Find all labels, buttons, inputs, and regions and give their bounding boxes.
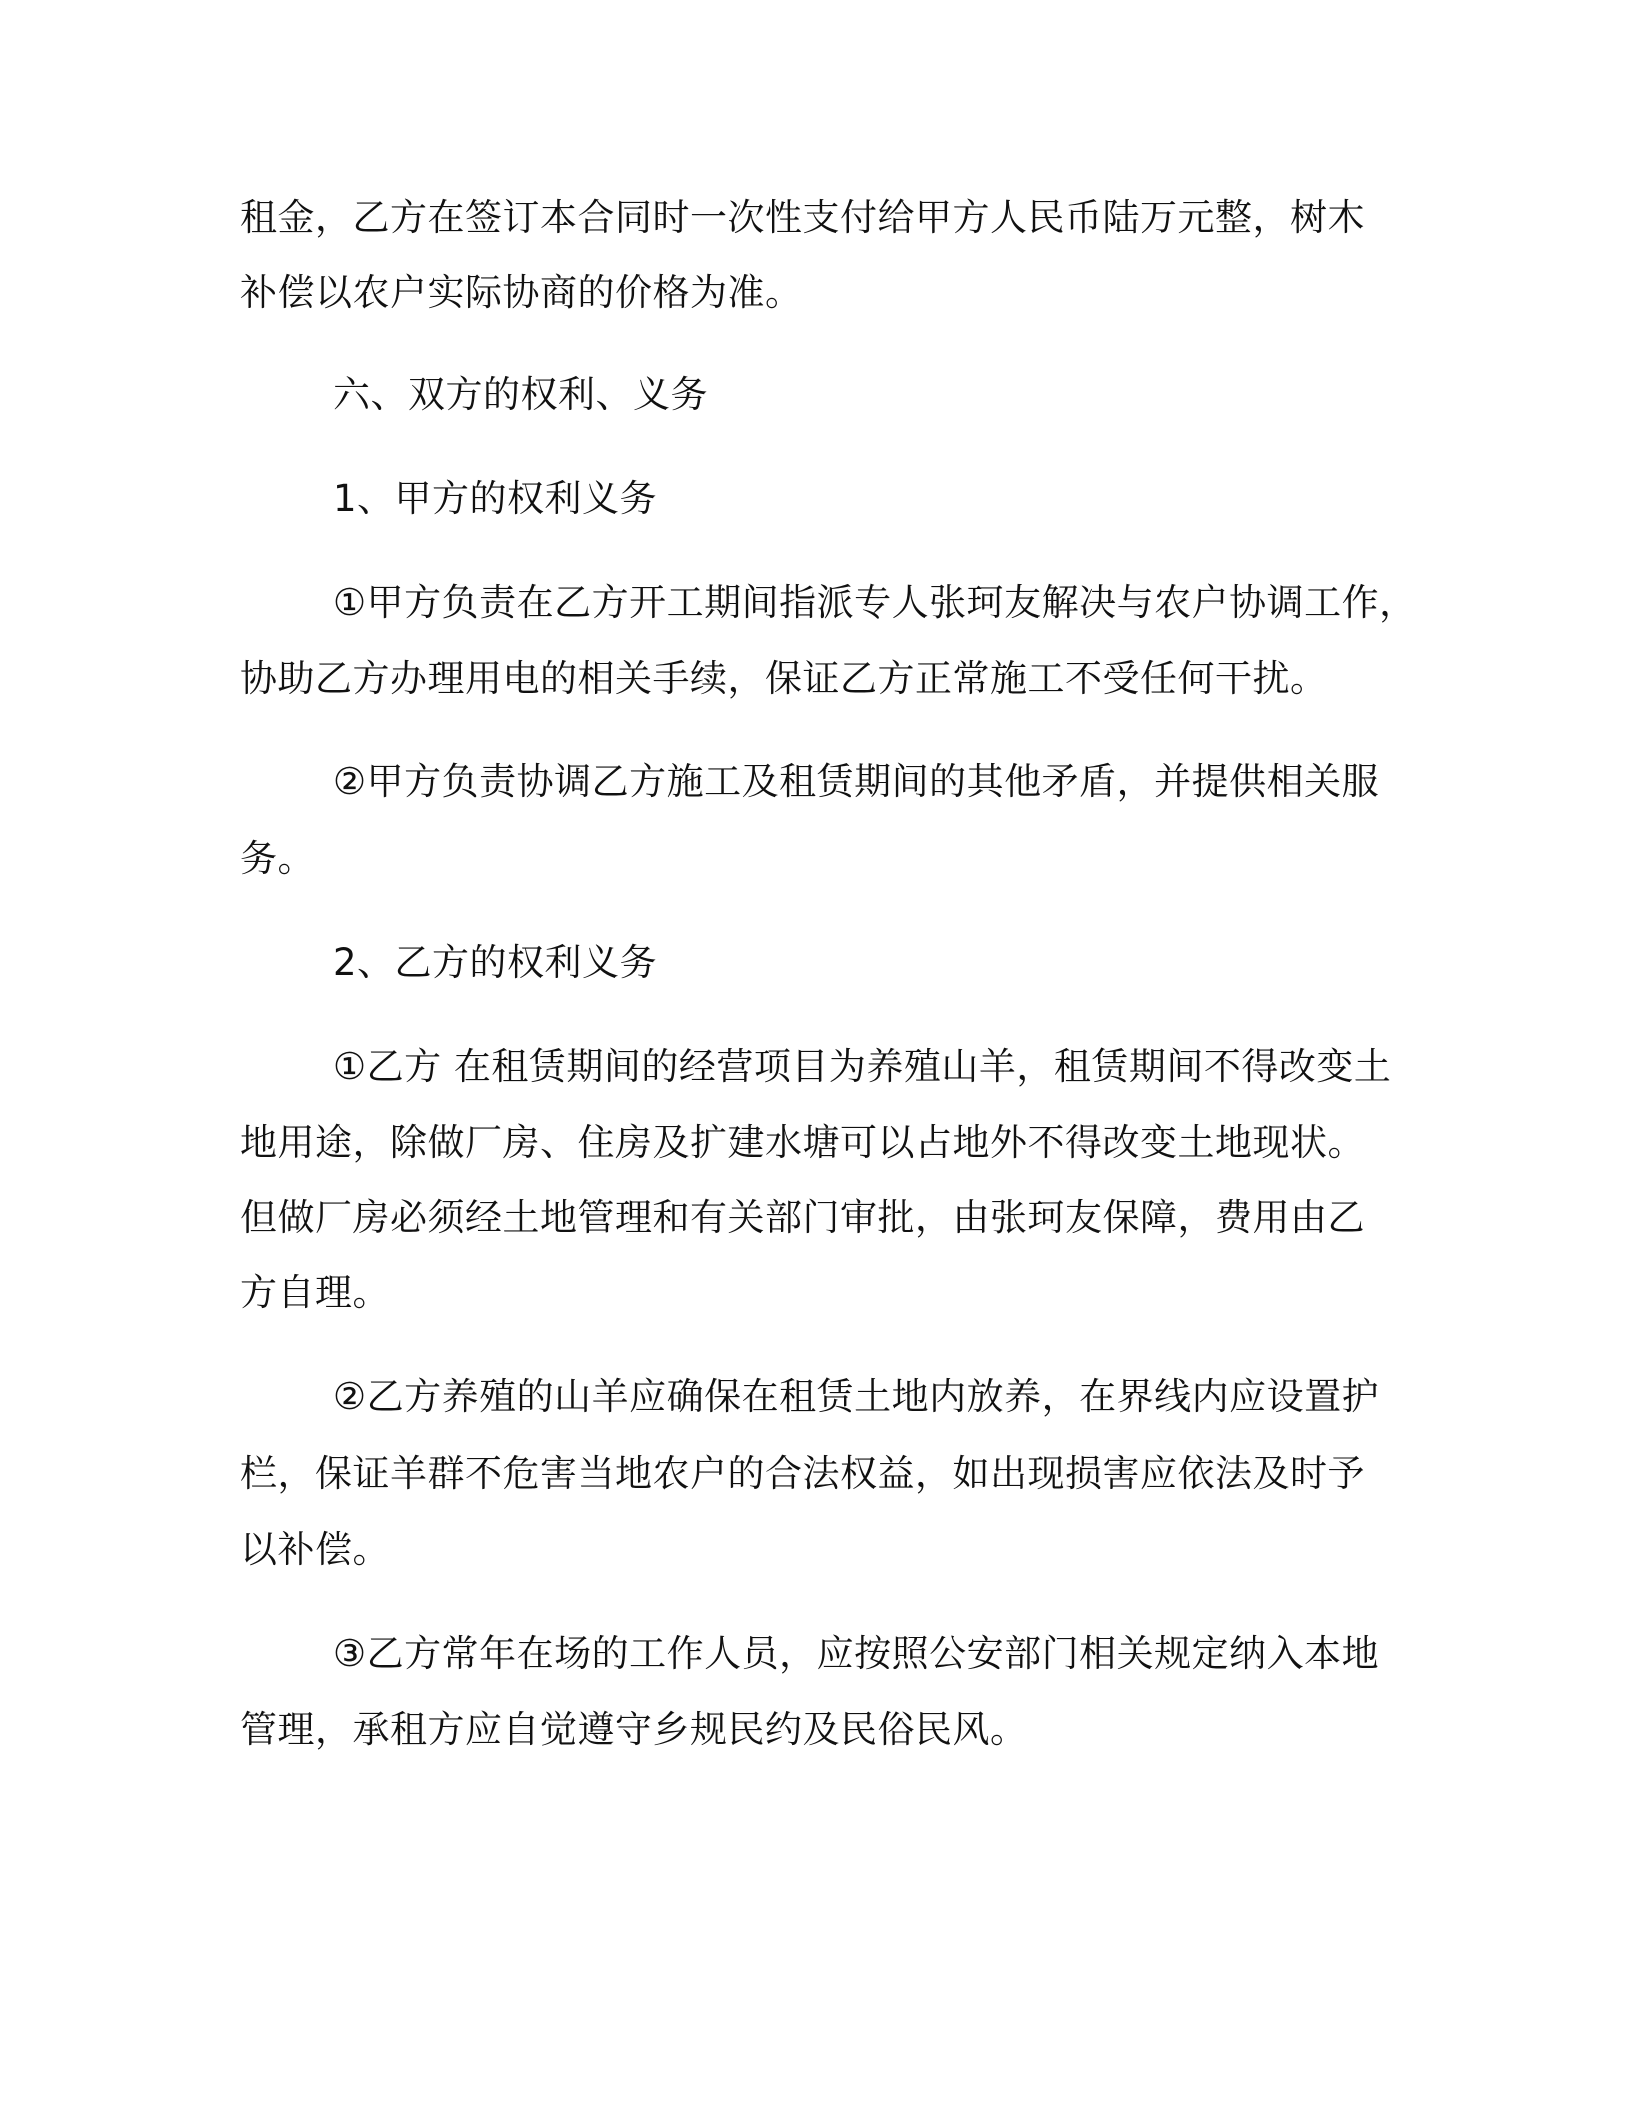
text-line: 地用途，除做厂房、住房及扩建水塘可以占地外不得改变土地现状。 — [240, 1121, 1365, 1164]
text-line: 协助乙方办理用电的相关手续，保证乙方正常施工不受任何干扰。 — [240, 657, 1328, 700]
subsection-heading: 2、乙方的权利义务 — [333, 941, 658, 984]
text-line: 但做厂房必须经土地管理和有关部门审批，由张珂友保障，费用由乙 — [240, 1196, 1365, 1239]
text-line: 栏，保证羊群不危害当地农户的合法权益，如出现损害应依法及时予 — [240, 1452, 1365, 1495]
text-line: ③乙方常年在场的工作人员，应按照公安部门相关规定纳入本地 — [333, 1632, 1380, 1675]
text-line: ①甲方负责在乙方开工期间指派专人张珂友解决与农户协调工作， — [333, 581, 1417, 624]
text-line: ②甲方负责协调乙方施工及租赁期间的其他矛盾，并提供相关服 — [333, 760, 1380, 803]
text-line: 以补偿。 — [240, 1528, 390, 1571]
section-heading: 六、双方的权利、义务 — [333, 373, 708, 416]
text-line: 务。 — [240, 837, 315, 880]
text-line: ②乙方养殖的山羊应确保在租赁土地内放养，在界线内应设置护 — [333, 1375, 1380, 1418]
subsection-heading: 1、甲方的权利义务 — [333, 477, 658, 520]
text-line: 租金，乙方在签订本合同时一次性支付给甲方人民币陆万元整，树木 — [240, 196, 1365, 239]
text-line: 方自理。 — [240, 1271, 390, 1314]
text-line: 管理，承租方应自觉遵守乡规民约及民俗民风。 — [240, 1708, 1028, 1751]
text-line: ①乙方 在租赁期间的经营项目为养殖山羊，租赁期间不得改变土 — [333, 1045, 1392, 1088]
text-line: 补偿以农户实际协商的价格为准。 — [240, 271, 803, 314]
